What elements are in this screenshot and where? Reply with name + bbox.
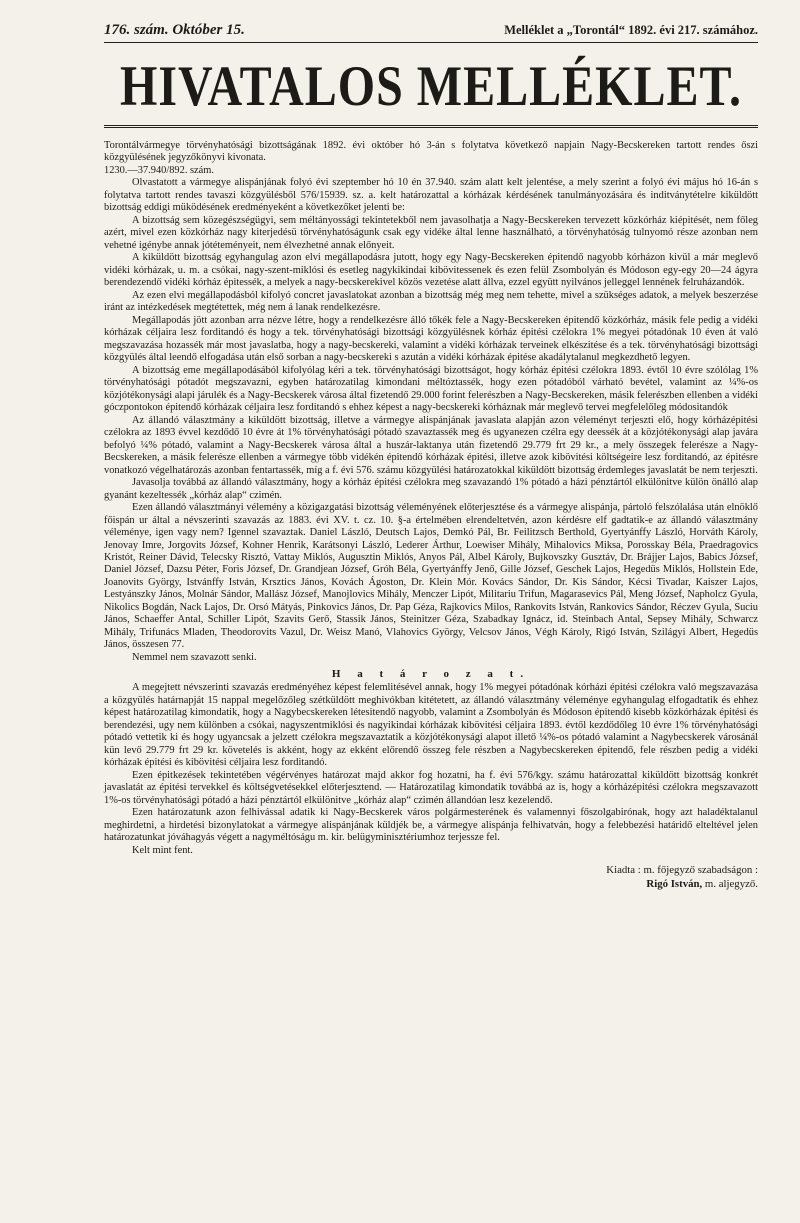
resolution-paragraph: A megejtett névszerinti szavazás eredményéhez képest felemlitésével annak, hogy 1% megyei pótadónak kórházi épitési czélokra való megszavazása a közgyülés határnapját 15 nappal megelőzőleg szétküldött meghivókban kitétetett, az állandó választmány véleménye egyhangulag elfogadtatik és ehhez képest határozatilag kimondatik, hogy a Nagybecskereken létesitendő nagyobb, valamint a Zsombolyán és Módoson épitendő kisebb közkórházak épitési és berendezési, ugy nem különben a csókai, nagyszentmiklósi és nagyikindai kórházak kibövitési céljaira 1893. évtől kezdődőleg 10 évre 1% törvényhatósági pótadó vettetik ki és hogy ugyancsak a jelzett czélokra megszavaztatik a közjótékonysági alapot illető ¼%-os pótadó valamint a Nagybecskerek városánál kün levő 29.779 frt 29 kr. követelés is akként, hogy az ekként előrendő összeg fele részben a Nagybecskereken épitendő, fele részben pedig a vidéki kórházak épitési és kibövitési céljaira lesz forditandó.	[104, 682, 758, 769]
paragraph: Javasolja továbbá az állandó választmány, hogy a kórház épitési czélokra meg szavazandó 1% pótadó a házi pénztártól elkülönitve külön önálló alap gyanánt kezeltessék „kórház alap“ czimén.	[104, 477, 758, 501]
resolution-paragraph: Ezen épitkezések tekintetében végérvényes határozat majd akkor fog hozatni, ha f. évi 576/kgy. számu határozattal kiküldött bizottság konkrét javaslatát az épitési tervekkel és költségvetésekkel előterjesztend. — Határozatilag kimondatik továbbá az is, hogy a kórházépitési czélokra megszavazott 1%-os törvényhatósági pótadó a házi pénztártól elkülönitve „kórház alap“ czimén állandóan lesz kezelendő.	[104, 769, 758, 806]
paragraph: Az állandó választmány a kiküldött bizottság, illetve a vármegye alispánjának javaslata alapján azon véleményt terjeszti elő, hogy kórházépitési czélokra az 1893 évvel kezdődő 10 évre át 1% törvényhatósági pótadó szavaztassék meg és ugyanezen czélra egy deessék át a közjótékonysági alap javára befolyó ¼% pótadó, valamint a Nagy-Becskerek városa által a huszár-laktanya után fizetendő 29.779 frt 29 kr., a mely összegek felerésze a Nagy-Becskereken, a másik felerésze ellenben a vármegye több vidékén épitendő kórházak épitési, illetve azok kibövitési költségeire lesz forditandó, az épitésre vonatkozó végelhatározás azonban fentartassék, míg a f. évi 576. számu közgyülési határozatokkal kiküldött bizottság érdemleges javaslatát be nem terjeszti.	[104, 414, 758, 476]
signature-block	[104, 863, 758, 891]
title-rule	[104, 125, 758, 128]
paragraph: A bizottság sem közegészségügyi, sem méltányossági tekintetekből nem javasolhatja a Nagy-Becskereken tervezett közkórház kiépitését, nem főleg azért, mivel ezen közkórház nagy kiterjedésü törvényhatóságunk csak egy vidéke által lenne használható, a törvényhatóság tulnyomó része azonban nem vehetné igénybe annak jótéteményeit, nem élvezhetné annak előnyeit.	[104, 214, 758, 251]
paragraph: Az ezen elvi megállapodásból kifolyó concret javaslatokat azonban a bizottság még meg nem tehette, mivel a szükséges adatok, a melyek beszerzése iránt az intézkedések megtétettek, még nem á lanak rendelkezésre.	[104, 289, 758, 314]
issue-number: 176. szám. Október 15.	[104, 22, 245, 38]
supplement-note: Melléklet a „Torontál“ 1892. évi 217. számához.	[504, 23, 758, 37]
resolution-paragraph: Ezen határozatunk azon felhivással adatik ki Nagy-Becskerek város polgármesterének és valamennyi főszolgabirónak, hogy azt haladéktalanul meghirdetni, a hirdetési bizonylatokat a vármegye alispánjának küldjék be, a vármegye alispánja felhivatván, hogy a felebbezési határidő elteltével jelen határozatunkat jóváhagyás végett a nagyméltóságu m. kir. belügyminisztériumhoz terjessze fel.	[104, 807, 758, 844]
signature-role: m. aljegyző.	[704, 878, 758, 891]
vote-list: Ezen állandó választmányi vélemény a közigazgatási bizottság véleményének előterjesztése és a vármegye alispánja, pártoló felszólalása után elnöklő főispán ur által a névszerinti szavazás az 1883. évi XV. t. cz. 10. §-a értelmében elrendeltetvén, azon kérdésre elf gadtatik-e az állandó választmány véleménye, igen vagy nem? Igennel szavaztak. Daniel László, Deutsch Lajos, Demkó Pál, Br. Feilitzsch Berthold, Gyertyánffy László, Horváth Károly, Jenovay Imre, Jorgovits József, Kohner Henrik, Karátsonyi László, Lederer Árthur, Loewiser Mihály, Mihalovics Miksa, Porosskay Béla, Praedragovics Kristót, Reiner Dávid, Telecsky Risztó, Vattay Miklós, Augusztin Miklós, Anyos Pál, Albel Károly, Bujkovszky Gusztáv, Dr. Brájjer Lajos, Babics József, Daniel József, Dazsu Péter, Foris József, Dr. Grandjean József, Gróh Béla, Gyertyánffy Jenő, Gille József, Geschek Lajos, Hegedüs Miklós, Hollstein Ede, Joanovits György, Istvánffy István, Krsztics János, Kovách Ágoston, Dr. Klein Mór. Kovács Sándor, Dr. Kis Sándor, Kécsi Tivadar, Kaiszer Lajos, Lestyánszky János, Molnár Sándor, Mallász József, Manojlovics Mihály, Menczer Lipót, Militariu Trifun, Magarasevics Pál, Meng József, Napholcz Gyula, Nikolics Bogdán, Nack Lajos, Dr. Orsó Mátyás, Pinkovics János, Dr. Pap Géza, Rajkovics Milos, Rankovits István, Rankovics Sándor, Réczev Gyula, Suciu János, Schaeffer Antal, Schiller Lipót, Szavits Gerő, Stassik János, Steinitzer Géza, Szabadkay Ignácz, id. Steinbach Antal, Sepsey Mihály, Schwarcz Mihály, Trifunács Mladen, Theodorovits Vazul, Dr. Weisz Manó, Vlahovics György, Velcsov János, Végh Károly, Rigó István, Szilágyi Albert, Hegedüs János, összesen 77.	[104, 502, 758, 651]
resolution-heading: H a t á r o z a t.	[331, 668, 531, 681]
paragraph: A bizottság eme megállapodásából kifolyólag kéri a tek. törvényhatósági bizottságot, hogy kórház épitési czélokra 1893. évtől 10 évre szólólag 1% törvényhatósági pótadót megszavazni, egyben határozatilag kimondani méltóztassék, hogy ezen pótadóból várható bevétel, valamint az ¼%-os közjótékonysági alapi járulék és a Nagy-Becskerek városa által fizetendő 29.000 forint felerészben a Nagy-Becskereken, másik felerészben ellenben a vidéki góczpontokon épitendő kórházak céljaira lesz forditandó s ehhez képest a nagy-becskereki kórháznak már meglevő tervei megfelelőleg módositandók	[104, 364, 758, 414]
intro-text: Torontálvármegye törvényhatósági bizottságának 1892. évi október hó 3-án s folytatva következő napjain Nagy-Becskereken tartott rendes őszi közgyülésének jegyzőkönyvi kivonata.	[104, 140, 758, 164]
signature-line: Kiadta : m. főjegyző szabadságon :	[606, 864, 758, 877]
masthead	[104, 22, 758, 43]
paragraph: Olvastatott a vármegye alispánjának folyó évi szeptember hó 10 én 37.940. szám alatt kelt jelentése, a mely szerint a folyó évi május hó 16-án s folytatva tartott rendes tavaszi közgyülésből 576/15939. sz. a. kelt határozattal a kórházak kérdésének tanulmányozására és inditványtételre kiküldött bizottság eddigi müködésének eredményeként a következőket jelenti be:	[104, 177, 758, 214]
paragraph: Megállapodás jött azonban arra nézve létre, hogy a rendelkezésre álló tőkék fele a Nagy-Becskereken épitendő közkórház, másik fele pedig a vidéki kórházak céljaira lesz forditandó és hogy a tek. törvényhatósági bizottsági közgyülésnek kórház épitési czélokra 1% megyei pótadónak 10 éven át való megszavazása hozassék már most javaslatba, hogy a nagy-becskereki, valamint a vidéki kórházak terveinek elkészitése és a tek. törvényhatósági bizottsági közgyülés által leendő elfogadása után első sorban a nagy-becskereki s azután a vidéki kórházak épitése akadálytalanul megkezdhető legyen.	[104, 314, 758, 364]
paragraph: Nemmel nem szavazott senki.	[132, 651, 257, 663]
signature-name: Rigó István,	[646, 878, 703, 891]
reference-number: 1230.—37.940/892. szám.	[104, 164, 214, 176]
resolution-paragraph: Kelt mint fent.	[132, 844, 193, 856]
page-title: HIVATALOS MELLÉKLET.	[120, 55, 742, 118]
paragraph: A kiküldött bizottság egyhangulag azon elvi megállapodásra jutott, hogy egy Nagy-Becskereken épitendő nagyobb kórházon kivül a már meglevő vidéki kórházak, u. m. a csókai, nagy-szent-miklósi és esetleg nagykikindai kibövitessenek és ezen felül Zsombolyán és Módoson egy-egy 20—24 ágyra berendezendő vidéki kórház épitessék, a melyek a nagy-becskerekivel közös vezetése alatt állva, ezzel együtt nyilvános jelleggel lennének felruházandók.	[104, 252, 758, 289]
